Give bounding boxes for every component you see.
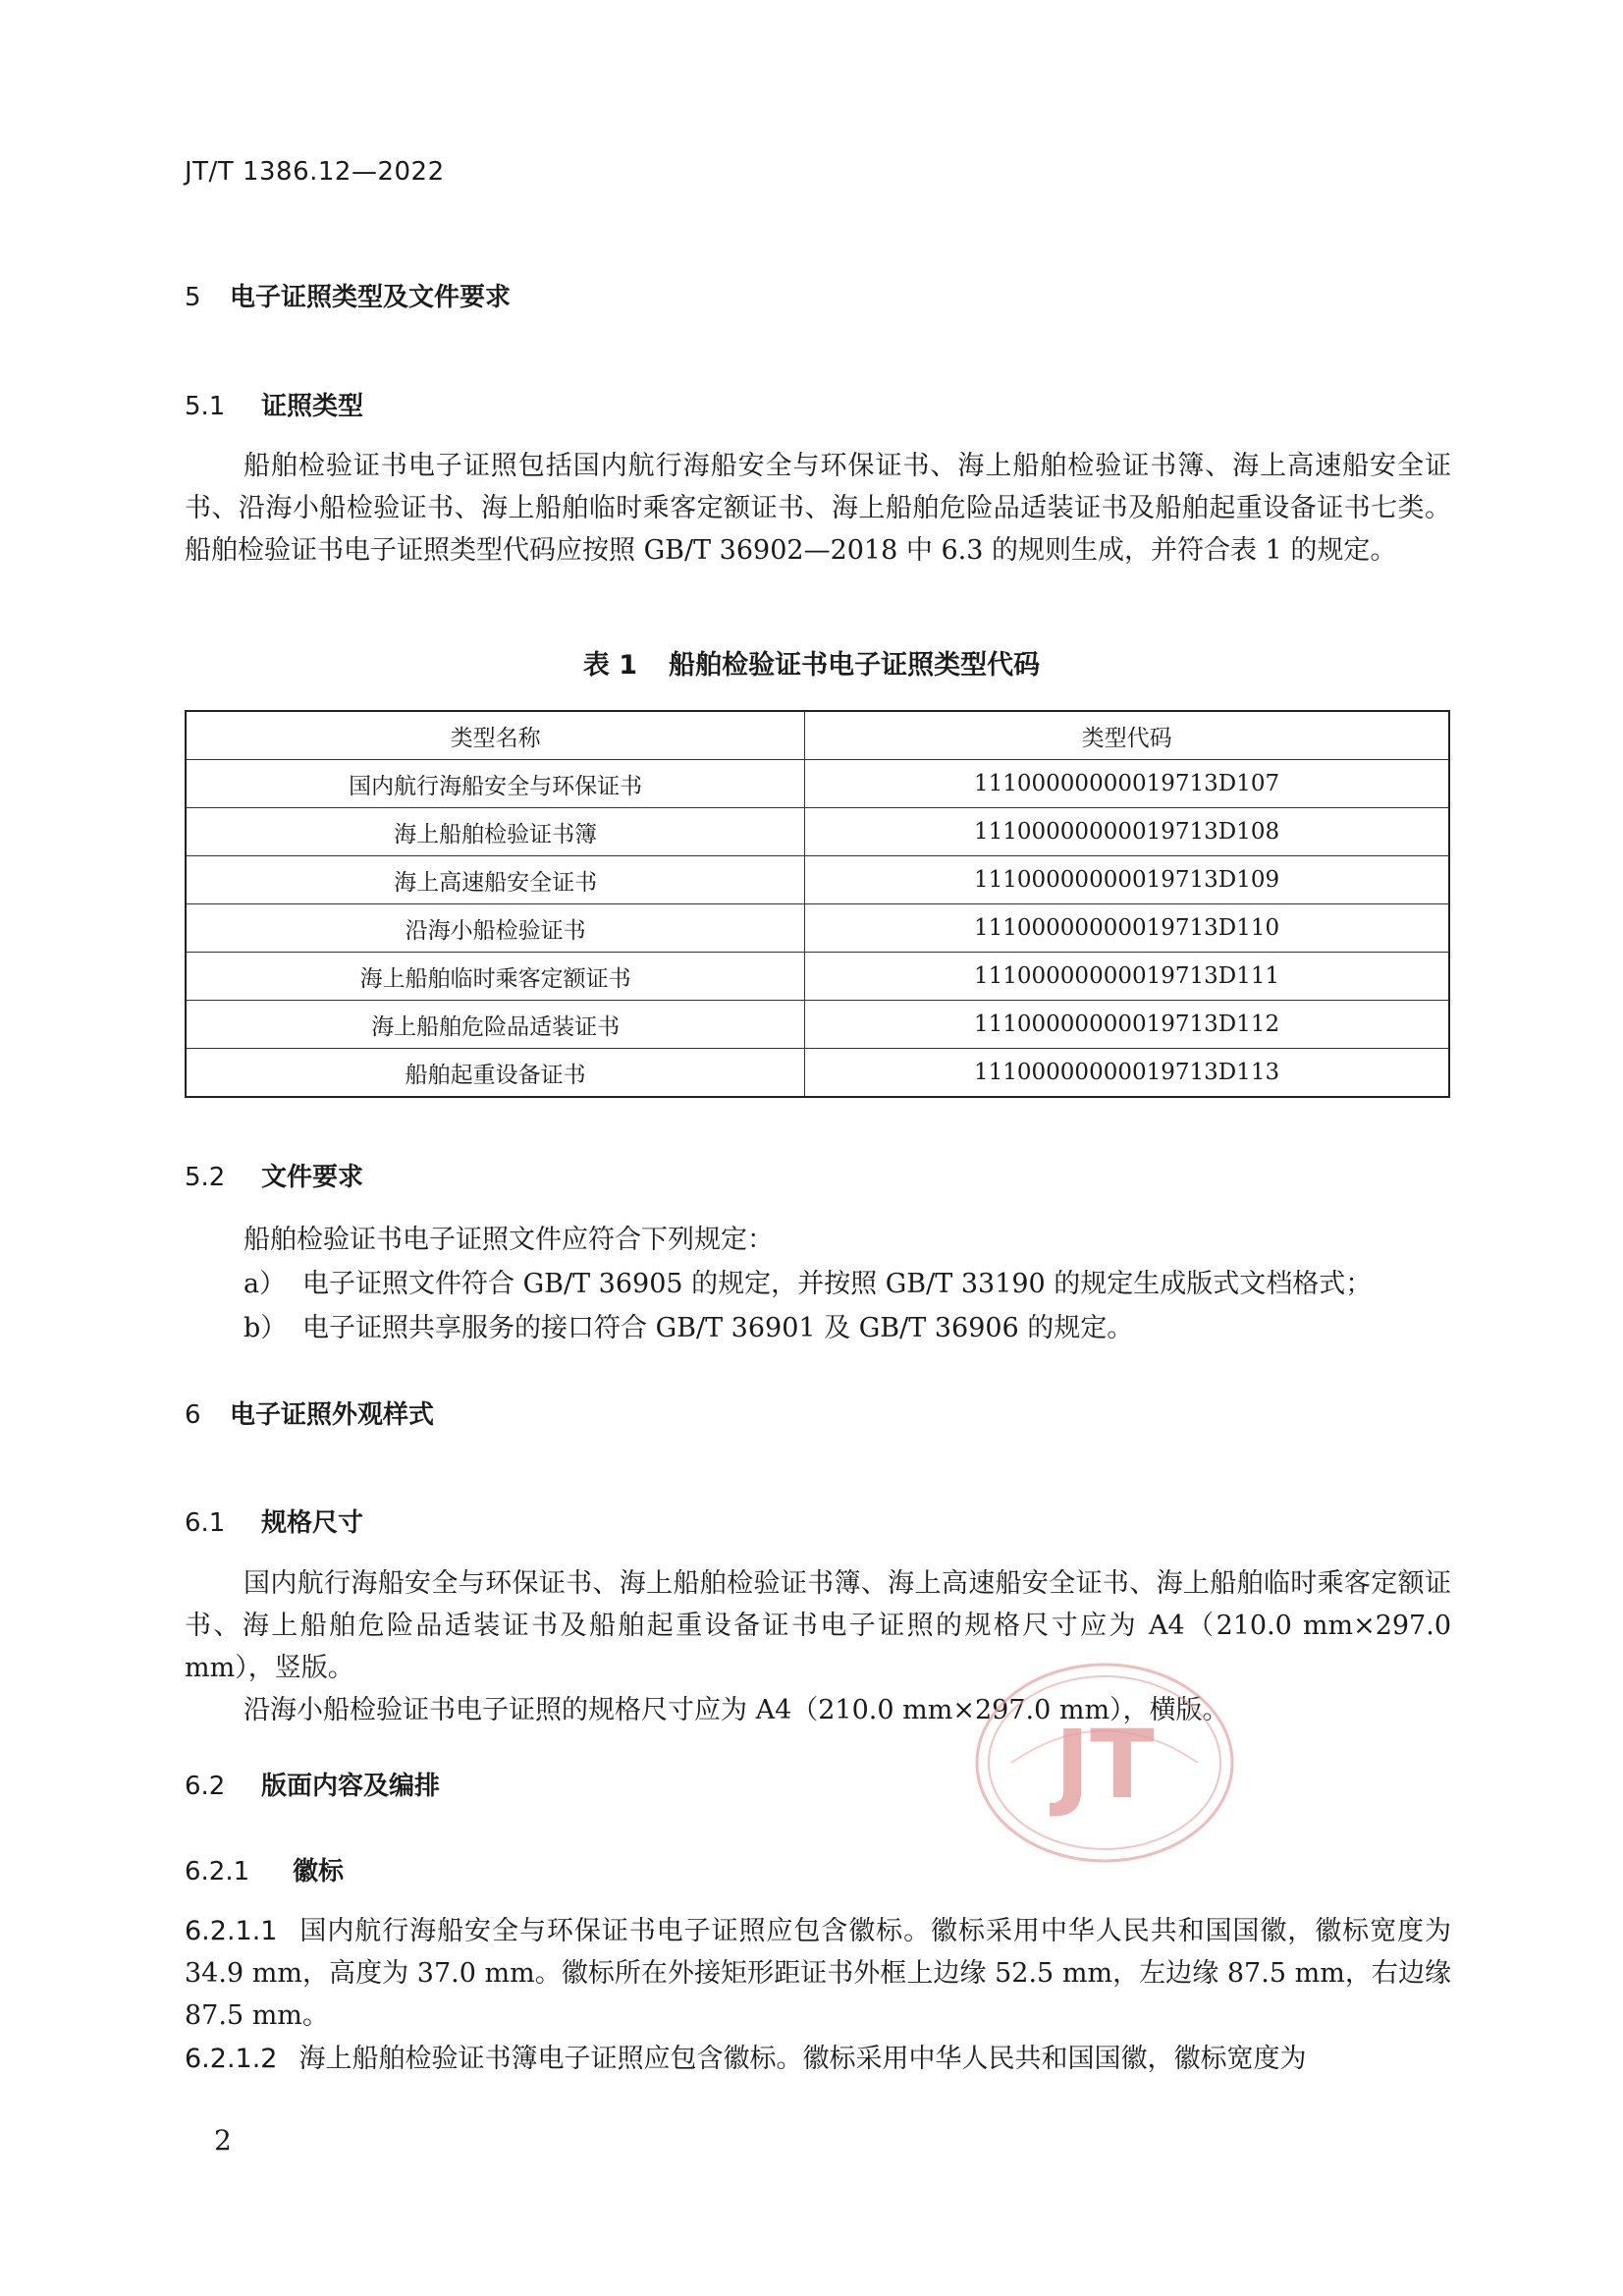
section-6-2-heading xyxy=(185,1766,440,1802)
paragraph-5-1: 船舶检验证书电子证照包括国内航行海船安全与环保证书、海上船舶检验证书簿、海上高速船安全证书、沿海小船检验证书、海上船舶临时乘客定额证书、海上船舶危险品适装证书及船舶起重设备证书七类。船舶检验证书电子证照类型代码应按照 GB/T 36902—2018 中 6.3 的规则生成，并符合表 1 的规定。 xyxy=(185,451,1451,566)
clause-6-2-1-1 xyxy=(185,1910,1451,2037)
table-row xyxy=(186,1001,1449,1049)
clause-text: 国内航行海船安全与环保证书电子证照应包含徽标。徽标采用中华人民共和国国徽，徽标宽度为 34.9 mm，高度为 37.0 mm。徽标所在外接矩形距证书外框上边缘 52.5 mm，左边缘 87.5 mm，右边缘 87.5 mm。 xyxy=(185,1916,1451,2031)
paragraph-5-2-intro: 船舶检验证书电子证照文件应符合下列规定： xyxy=(243,1225,774,1255)
table-row xyxy=(186,904,1449,953)
clause-number: 6.2.1.1 xyxy=(185,1916,278,1946)
table-row xyxy=(186,760,1449,808)
type-code-cell: 11100000000019713D113 xyxy=(805,1049,1449,1098)
section-number: 6.2.1 xyxy=(185,1857,250,1886)
paragraph-6-1-a: 国内航行海船安全与环保证书、海上船舶检验证书簿、海上高速船安全证书、海上船舶临时乘客定额证书、海上船舶危险品适装证书及船舶起重设备证书电子证照的规格尺寸应为 A4（210.0 mm×297.0 mm），竖版。 xyxy=(185,1568,1451,1683)
type-code-cell: 11100000000019713D112 xyxy=(805,1001,1449,1049)
section-title: 电子证照类型及文件要求 xyxy=(230,283,512,312)
page-number: 2 xyxy=(214,2124,232,2157)
table-number: 表 1 xyxy=(582,650,638,681)
type-name-cell: 海上船舶危险品适装证书 xyxy=(186,1001,805,1049)
standard-code-header: JT/T 1386.12—2022 xyxy=(185,157,445,187)
stamp-text: JT xyxy=(1055,1710,1155,1820)
list-item-label: a） xyxy=(243,1269,287,1299)
type-name-cell: 海上船舶临时乘客定额证书 xyxy=(186,953,805,1001)
section-number: 5.1 xyxy=(185,392,226,421)
section-number: 5 xyxy=(185,283,201,312)
list-item-text: 电子证照文件符合 GB/T 36905 的规定，并按照 GB/T 33190 的规定生成版式文档格式； xyxy=(302,1269,1373,1299)
section-number: 5.2 xyxy=(185,1163,226,1192)
clause-6-2-1-2 xyxy=(185,2038,1451,2080)
section-number: 6.1 xyxy=(185,1508,226,1538)
section-6-2-1-heading xyxy=(185,1851,344,1887)
section-5-1-heading xyxy=(185,386,363,422)
section-number: 6 xyxy=(185,1400,201,1430)
column-header-type-name: 类型名称 xyxy=(186,711,805,760)
type-code-cell: 11100000000019713D108 xyxy=(805,808,1449,856)
list-item-text: 电子证照共享服务的接口符合 GB/T 36901 及 GB/T 36906 的规定。 xyxy=(302,1313,1134,1343)
list-item-label: b） xyxy=(243,1313,288,1343)
type-code-cell: 11100000000019713D107 xyxy=(805,760,1449,808)
paragraph-6-1-b: 沿海小船检验证书电子证照的规格尺寸应为 A4（210.0 mm×297.0 mm），横版。 xyxy=(243,1695,1229,1725)
jt-stamp-watermark xyxy=(972,1660,1237,1866)
type-code-cell: 11100000000019713D111 xyxy=(805,953,1449,1001)
section-5-heading xyxy=(185,277,511,313)
section-6-1-heading xyxy=(185,1503,363,1539)
column-header-type-code: 类型代码 xyxy=(805,711,1449,760)
section-5-2-heading xyxy=(185,1157,363,1193)
table-row xyxy=(186,808,1449,856)
table-row xyxy=(186,1049,1449,1098)
table-title: 船舶检验证书电子证照类型代码 xyxy=(669,650,1041,681)
table-row xyxy=(186,856,1449,904)
certificate-type-code-table xyxy=(185,710,1450,1098)
section-title: 电子证照外观样式 xyxy=(230,1400,435,1430)
type-name-cell: 船舶起重设备证书 xyxy=(186,1049,805,1098)
type-code-cell: 11100000000019713D110 xyxy=(805,904,1449,953)
section-title: 版面内容及编排 xyxy=(261,1772,441,1801)
section-title: 证照类型 xyxy=(261,392,364,421)
type-code-cell: 11100000000019713D109 xyxy=(805,856,1449,904)
list-item xyxy=(243,1262,1372,1300)
type-name-cell: 海上船舶检验证书簿 xyxy=(186,808,805,856)
clause-number: 6.2.1.2 xyxy=(185,2044,278,2074)
list-item xyxy=(243,1306,1133,1344)
section-number: 6.2 xyxy=(185,1772,226,1801)
section-title: 文件要求 xyxy=(261,1163,364,1192)
table-1-caption xyxy=(0,643,1623,682)
type-name-cell: 国内航行海船安全与环保证书 xyxy=(186,760,805,808)
table-header-row xyxy=(186,711,1449,760)
type-name-cell: 海上高速船安全证书 xyxy=(186,856,805,904)
section-6-heading xyxy=(185,1394,434,1431)
section-title: 规格尺寸 xyxy=(261,1508,364,1538)
clause-text: 海上船舶检验证书簿电子证照应包含徽标。徽标采用中华人民共和国国徽，徽标宽度为 xyxy=(298,2044,1307,2074)
section-title: 徽标 xyxy=(293,1857,345,1886)
type-name-cell: 沿海小船检验证书 xyxy=(186,904,805,953)
table-row xyxy=(186,953,1449,1001)
